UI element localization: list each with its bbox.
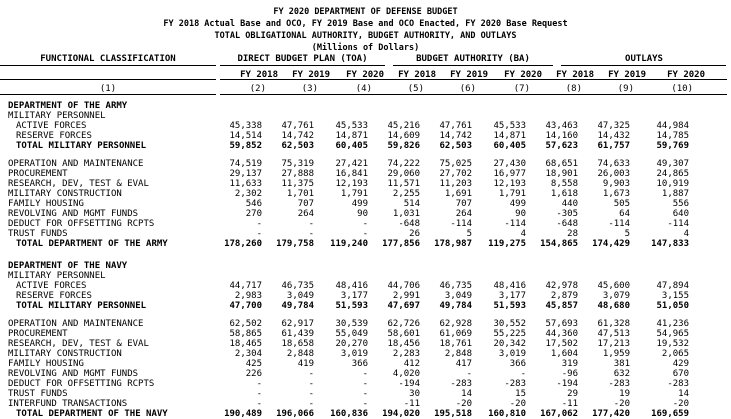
row-value: -20 [509, 399, 526, 409]
row-value: 45,857 [545, 301, 578, 311]
row-value: 3,019 [498, 349, 526, 359]
row-value: 1,691 [444, 189, 472, 199]
row-value: 51,593 [493, 301, 526, 311]
row-value: 505 [613, 199, 630, 209]
column-number: (5) [407, 84, 424, 94]
row-value: - [256, 379, 262, 389]
row-value: 48,416 [335, 281, 368, 291]
row-label: TOTAL MILITARY PERSONNEL [16, 301, 147, 311]
row-label: TOTAL MILITARY PERSONNEL [16, 141, 147, 151]
header-underline [220, 65, 385, 66]
row-value: 1,701 [286, 189, 314, 199]
row-value: 47,761 [439, 121, 472, 131]
row-value: 44,706 [387, 281, 420, 291]
row-value: 49,307 [656, 159, 689, 169]
row-label: OPERATION AND MAINTENANCE [8, 319, 144, 329]
row-label: TRUST FUNDS [8, 389, 68, 399]
row-value: 59,826 [387, 141, 420, 151]
row-label: DEDUCT FOR OFFSETTING RCPTS [8, 379, 155, 389]
row-value: - [308, 229, 314, 239]
row-value: 14,609 [387, 131, 420, 141]
row-value: 16,977 [493, 169, 526, 179]
row-value: 14 [461, 389, 472, 399]
row-value: 177,856 [382, 239, 420, 249]
row-value: 20,342 [493, 339, 526, 349]
row-value: -648 [398, 219, 420, 229]
row-value: 57,623 [545, 141, 578, 151]
row-value: 174,429 [592, 239, 630, 249]
row-value: 64 [619, 209, 630, 219]
group-header-ba: BUDGET AUTHORITY (BA) [416, 54, 530, 64]
row-value: 68,651 [545, 159, 578, 169]
row-value: 160,836 [330, 409, 368, 419]
row-label: DEPARTMENT OF THE NAVY [8, 261, 128, 271]
row-value: 707 [455, 199, 472, 209]
row-value: 27,888 [281, 169, 314, 179]
row-value: 8,558 [550, 179, 578, 189]
row-value: -194 [556, 379, 578, 389]
row-value: 1,604 [550, 349, 578, 359]
row-value: 14,785 [656, 131, 689, 141]
column-number: (6) [459, 84, 476, 94]
row-label: REVOLVING AND MGMT FUNDS [8, 369, 139, 379]
row-label: MILITARY CONSTRUCTION [8, 189, 122, 199]
row-label: MILITARY PERSONNEL [8, 111, 106, 121]
row-value: 366 [509, 359, 526, 369]
row-value: 9,903 [602, 179, 630, 189]
row-value: 61,439 [281, 329, 314, 339]
row-value: 12,193 [335, 179, 368, 189]
row-value: 46,735 [281, 281, 314, 291]
row-label: PROCUREMENT [8, 329, 68, 339]
row-value: - [256, 219, 262, 229]
row-value: 381 [613, 359, 630, 369]
column-number: (3) [301, 84, 318, 94]
row-value: 44,984 [656, 121, 689, 131]
column-number: (4) [355, 84, 372, 94]
row-value: 3,177 [340, 291, 368, 301]
row-value: 27,421 [335, 159, 368, 169]
header-underline [220, 79, 727, 80]
row-value: -283 [450, 379, 472, 389]
group-header-outlays: OUTLAYS [625, 54, 663, 64]
row-value: 417 [455, 359, 472, 369]
row-value: 75,319 [281, 159, 314, 169]
row-value: 49,784 [281, 301, 314, 311]
row-value: 226 [245, 369, 262, 379]
report-units: (Millions of Dollars) [311, 43, 420, 53]
row-value: -194 [398, 379, 420, 389]
row-label: MILITARY CONSTRUCTION [8, 349, 122, 359]
row-label: RESERVE FORCES [16, 291, 92, 301]
report-subtitle-2: TOTAL OBLIGATIONAL AUTHORITY, BUDGET AUTHORITY, AND OUTLAYS [214, 31, 517, 41]
row-value: 1,959 [602, 349, 630, 359]
row-value: 670 [672, 369, 689, 379]
row-value: 10,919 [656, 179, 689, 189]
row-value: 3,177 [498, 291, 526, 301]
row-value: 1,673 [602, 189, 630, 199]
row-value: 74,519 [229, 159, 262, 169]
row-value: -283 [667, 379, 689, 389]
fiscal-year-header: FY 2020 [346, 70, 384, 80]
row-value: 61,757 [597, 141, 630, 151]
row-value: 499 [509, 199, 526, 209]
row-value: 264 [297, 209, 314, 219]
row-value: 11,375 [281, 179, 314, 189]
row-value: 18,901 [545, 169, 578, 179]
row-value: 75,025 [439, 159, 472, 169]
row-value: 11,571 [387, 179, 420, 189]
row-label: INTERFUND TRANSACTIONS [8, 399, 128, 409]
row-value: 4,020 [392, 369, 420, 379]
column-number: (10) [671, 84, 693, 94]
row-value: 30,552 [493, 319, 526, 329]
report-title: FY 2020 DEPARTMENT OF DEFENSE BUDGET [273, 7, 458, 17]
row-value: 29,060 [387, 169, 420, 179]
fiscal-year-header: FY 2018 [398, 70, 436, 80]
column-number: (2) [249, 84, 266, 94]
row-value: 3,049 [444, 291, 472, 301]
row-value: 44,360 [545, 329, 578, 339]
fiscal-year-header: FY 2019 [450, 70, 488, 80]
row-value: - [308, 399, 314, 409]
row-value: 14,432 [597, 131, 630, 141]
row-value: -114 [450, 219, 472, 229]
row-value: 47,700 [229, 301, 262, 311]
fiscal-year-header: FY 2020 [504, 70, 542, 80]
row-value: 58,601 [387, 329, 420, 339]
functional-classification-header: FUNCTIONAL CLASSIFICATION [40, 54, 176, 64]
row-value: 179,758 [276, 239, 314, 249]
row-label: FAMILY HOUSING [8, 359, 84, 369]
row-value: 29 [567, 389, 578, 399]
row-value: 62,726 [387, 319, 420, 329]
row-value: - [520, 369, 526, 379]
row-value: 90 [515, 209, 526, 219]
row-value: 54,965 [656, 329, 689, 339]
row-value: -114 [667, 219, 689, 229]
row-value: 45,533 [335, 121, 368, 131]
row-value: 119,275 [488, 239, 526, 249]
row-value: 19 [619, 389, 630, 399]
row-label: DEPARTMENT OF THE ARMY [8, 101, 128, 111]
header-underline [393, 65, 553, 66]
row-value: 270 [245, 209, 262, 219]
row-value: 30 [409, 389, 420, 399]
row-value: 264 [455, 209, 472, 219]
row-value: -96 [561, 369, 578, 379]
row-value: 160,810 [488, 409, 526, 419]
row-value: 147,833 [651, 239, 689, 249]
row-label: RESERVE FORCES [16, 131, 92, 141]
row-value: 195,518 [434, 409, 472, 419]
row-value: 14 [678, 389, 689, 399]
row-label: TOTAL DEPARTMENT OF THE NAVY [16, 409, 168, 419]
row-value: 45,533 [493, 121, 526, 131]
row-value: 3,155 [661, 291, 689, 301]
row-value: 2,255 [392, 189, 420, 199]
row-value: -283 [608, 379, 630, 389]
row-value: -11 [561, 399, 578, 409]
row-value: 19,532 [656, 339, 689, 349]
fiscal-year-header: FY 2019 [608, 70, 646, 80]
row-value: 3,019 [340, 349, 368, 359]
row-value: 46,735 [439, 281, 472, 291]
row-value: 18,465 [229, 339, 262, 349]
header-underline [0, 79, 216, 80]
row-value: 61,328 [597, 319, 630, 329]
row-value: 15 [515, 389, 526, 399]
row-value: - [256, 399, 262, 409]
row-value: 632 [613, 369, 630, 379]
row-value: 14,742 [281, 131, 314, 141]
row-label: TRUST FUNDS [8, 229, 68, 239]
row-value: 5 [624, 229, 630, 239]
row-label: DEDUCT FOR OFFSETTING RCPTS [8, 219, 155, 229]
group-header-toa: DIRECT BUDGET PLAN (TOA) [237, 54, 368, 64]
row-value: 319 [561, 359, 578, 369]
row-value: 196,066 [276, 409, 314, 419]
row-value: 4 [520, 229, 526, 239]
row-value: - [362, 229, 368, 239]
row-label: MILITARY PERSONNEL [8, 271, 106, 281]
row-value: 419 [297, 359, 314, 369]
fiscal-year-header: FY 2018 [556, 70, 594, 80]
row-value: 24,865 [656, 169, 689, 179]
row-value: 190,489 [224, 409, 262, 419]
row-value: 18,761 [439, 339, 472, 349]
column-number: (8) [565, 84, 582, 94]
row-value: -20 [613, 399, 630, 409]
row-value: 47,697 [387, 301, 420, 311]
header-underline [220, 94, 727, 95]
row-value: 14,514 [229, 131, 262, 141]
row-value: 2,879 [550, 291, 578, 301]
row-value: 29,137 [229, 169, 262, 179]
row-value: 707 [297, 199, 314, 209]
row-value: -20 [455, 399, 472, 409]
row-value: - [308, 369, 314, 379]
row-value: 167,062 [540, 409, 578, 419]
row-value: 3,079 [602, 291, 630, 301]
row-value: - [308, 379, 314, 389]
row-value: 55,225 [493, 329, 526, 339]
column-number: (1) [99, 84, 117, 94]
row-value: 60,405 [493, 141, 526, 151]
row-value: 90 [357, 209, 368, 219]
column-number: (9) [617, 84, 634, 94]
row-value: 45,600 [597, 281, 630, 291]
report-subtitle: FY 2018 Actual Base and OCO, FY 2019 Base and OCO Enacted, FY 2020 Base Request [163, 19, 568, 29]
column-number: (7) [513, 84, 530, 94]
row-value: 1,791 [498, 189, 526, 199]
row-value: 61,069 [439, 329, 472, 339]
row-value: 45,338 [229, 121, 262, 131]
row-label: PROCUREMENT [8, 169, 68, 179]
row-value: -20 [672, 399, 689, 409]
row-value: 43,463 [545, 121, 578, 131]
fiscal-year-header: FY 2018 [240, 70, 278, 80]
row-value: 51,593 [335, 301, 368, 311]
row-label: TOTAL DEPARTMENT OF THE ARMY [16, 239, 168, 249]
row-value: 57,693 [545, 319, 578, 329]
row-value: 18,658 [281, 339, 314, 349]
row-value: 178,260 [224, 239, 262, 249]
row-value: 44,717 [229, 281, 262, 291]
header-underline [561, 65, 726, 66]
row-value: 58,865 [229, 329, 262, 339]
row-label: OPERATION AND MAINTENANCE [8, 159, 144, 169]
row-value: 74,222 [387, 159, 420, 169]
row-value: 42,978 [545, 281, 578, 291]
row-value: 48,416 [493, 281, 526, 291]
row-value: 2,283 [392, 349, 420, 359]
row-value: 47,761 [281, 121, 314, 131]
row-value: 177,420 [592, 409, 630, 419]
row-value: 3,049 [286, 291, 314, 301]
row-value: 14,160 [545, 131, 578, 141]
row-value: 28 [567, 229, 578, 239]
row-value: 59,769 [656, 141, 689, 151]
row-value: 440 [561, 199, 578, 209]
row-value: 5 [466, 229, 472, 239]
row-label: ACTIVE FORCES [16, 281, 87, 291]
row-value: 366 [351, 359, 368, 369]
row-value: 154,865 [540, 239, 578, 249]
row-value: 41,236 [656, 319, 689, 329]
row-value: 30,539 [335, 319, 368, 329]
fiscal-year-header: FY 2020 [667, 70, 705, 80]
fiscal-year-header: FY 2019 [292, 70, 330, 80]
row-value: 59,852 [229, 141, 262, 151]
row-value: 62,502 [229, 319, 262, 329]
row-value: - [362, 379, 368, 389]
row-value: 14,742 [439, 131, 472, 141]
row-label: RESEARCH, DEV, TEST & EVAL [8, 179, 149, 189]
row-value: 47,894 [656, 281, 689, 291]
row-value: - [466, 369, 472, 379]
row-label: REVOLVING AND MGMT FUNDS [8, 209, 139, 219]
header-underline [0, 65, 216, 66]
row-value: 27,702 [439, 169, 472, 179]
row-value: 2,991 [392, 291, 420, 301]
row-value: - [362, 219, 368, 229]
row-value: 55,049 [335, 329, 368, 339]
row-value: 26,003 [597, 169, 630, 179]
row-value: 17,213 [597, 339, 630, 349]
row-value: 17,502 [545, 339, 578, 349]
row-value: 4 [683, 229, 689, 239]
row-value: 47,325 [597, 121, 630, 131]
row-value: 425 [245, 359, 262, 369]
row-value: 1,618 [550, 189, 578, 199]
row-value: 640 [672, 209, 689, 219]
row-value: 62,503 [439, 141, 472, 151]
row-value: - [308, 389, 314, 399]
row-label: ACTIVE FORCES [16, 121, 87, 131]
row-value: 49,784 [439, 301, 472, 311]
row-value: 178,987 [434, 239, 472, 249]
row-value: - [256, 389, 262, 399]
row-value: 26 [409, 229, 420, 239]
row-value: - [256, 229, 262, 239]
row-value: 1,791 [340, 189, 368, 199]
row-value: - [362, 399, 368, 409]
row-value: 16,841 [335, 169, 368, 179]
row-value: 556 [672, 199, 689, 209]
row-value: 2,302 [234, 189, 262, 199]
row-value: 2,983 [234, 291, 262, 301]
row-value: 47,513 [597, 329, 630, 339]
row-value: -283 [504, 379, 526, 389]
row-value: 62,928 [439, 319, 472, 329]
row-value: 11,203 [439, 179, 472, 189]
row-value: 1,887 [661, 189, 689, 199]
row-value: 119,240 [330, 239, 368, 249]
row-value: - [362, 389, 368, 399]
row-value: 169,659 [651, 409, 689, 419]
row-value: 412 [403, 359, 420, 369]
row-value: -11 [403, 399, 420, 409]
header-underline [0, 94, 216, 95]
row-value: 12,193 [493, 179, 526, 189]
row-value: 11,633 [229, 179, 262, 189]
row-value: 2,065 [661, 349, 689, 359]
row-value: 2,848 [286, 349, 314, 359]
row-value: 74,633 [597, 159, 630, 169]
row-value: -648 [556, 219, 578, 229]
row-value: 2,304 [234, 349, 262, 359]
row-value: 546 [245, 199, 262, 209]
row-value: 514 [403, 199, 420, 209]
row-value: 18,456 [387, 339, 420, 349]
row-value: 499 [351, 199, 368, 209]
row-value: 51,050 [656, 301, 689, 311]
row-label: RESEARCH, DEV, TEST & EVAL [8, 339, 149, 349]
row-value: 194,020 [382, 409, 420, 419]
row-value: 14,871 [335, 131, 368, 141]
row-value: 62,503 [281, 141, 314, 151]
row-value: - [308, 219, 314, 229]
row-value: 27,430 [493, 159, 526, 169]
row-value: 62,917 [281, 319, 314, 329]
row-value: - [362, 369, 368, 379]
row-value: -114 [608, 219, 630, 229]
row-value: 20,270 [335, 339, 368, 349]
row-label: FAMILY HOUSING [8, 199, 84, 209]
row-value: 14,871 [493, 131, 526, 141]
row-value: 1,031 [392, 209, 420, 219]
row-value: 2,848 [444, 349, 472, 359]
row-value: 60,405 [335, 141, 368, 151]
row-value: 429 [672, 359, 689, 369]
row-value: 48,680 [597, 301, 630, 311]
row-value: 45,216 [387, 121, 420, 131]
row-value: -114 [504, 219, 526, 229]
row-value: -305 [556, 209, 578, 219]
